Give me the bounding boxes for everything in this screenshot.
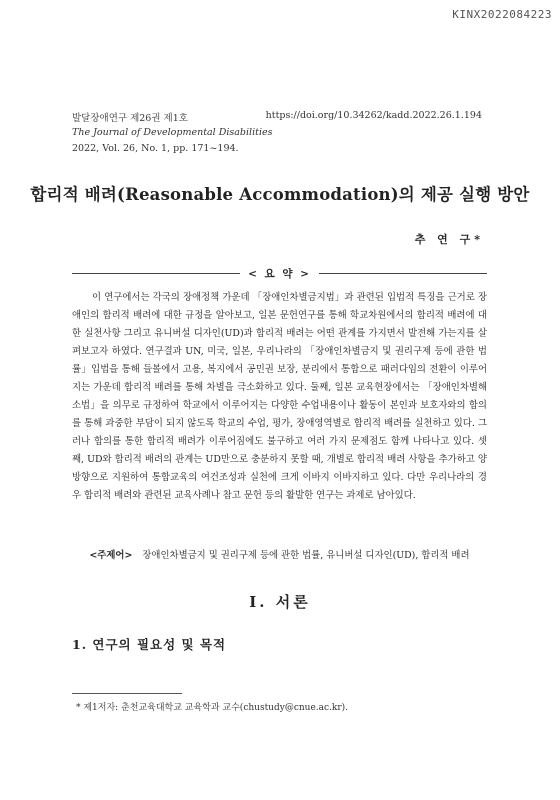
abstract-text: 이 연구에서는 각국의 장애정책 가운데 「장애인차별금지법」과 관련된 입법적 특징을 근거로 장애인의 합리적 배려에 대한 규정을 알아보고, 일본 문헌연구를 통해 학교차원에서의 합리적 배려에 대한 실천사항 그리고 유니버설 디자인(UD)과 합리적 배려는 어떤 관계를 가지면서 발전해 가는지를 살펴보고자 하였다. 연구결과 UN, 미국, 일본, 우리나라의 「장애인차별금지 및 권리구제 등에 관한 법률」입법을 통해 들볼에서 고용, 복지에서 공민권 보장, 분리에서 통합으로 패러다임의 전환이 이루어지는 가운데 합리적 배려를 통해 차별을 극소화하고 있다. 둘째, 일본 교육현장에서는 「장애인차별해소법」을 의무로 규정하여 학교에서 이루어지는 다양한 수업내용이나 활동이 본인과 보호자와의 합의를 통해 과중한 부담이 되지 않도록 학교의 수업, 평가, 장애영역별로 합리적 배려를 실천하고 있다. 그러나 합의를 통한 합리적 배려가 이루어짐에도 불구하고 여러 가지 문제점도 함께 나타나고 있다. 셋째, UD와 합리적 배려의 관계는 UD만으로 충분하지 못할 때, 개별로 합리적 배려 사항을 추가하고 양방향으로 지원하여 통합교육의 여건조성과 실천에 크게 이바지 이바지하고 있다. 다만 우리나라의 경우 합리적 배려와 관련된 교육사례나 참고 문헌 등의 활발한 연구는 과제로 남아있다. [72,292,487,501]
footnote: * 제1저자: 춘천교육대학교 교육학과 교수(chustudy@cnue.ac.kr). [76,703,349,713]
abstract-body [72,289,487,505]
journal-citation: 2022, Vol. 26, No. 1, pp. 171~194. [72,143,239,154]
subsection-heading: 1. 연구의 필요성 및 목적 [72,637,227,652]
section-heading: Ⅰ. 서론 [249,593,311,611]
abstract-heading [72,266,487,280]
keywords [72,547,487,561]
abstract-heading-label: < 요 약 > [248,268,311,280]
paper-title: 합리적 배려(Reasonable Accommodation)의 제공 실행 방안 [30,185,530,204]
footnote-rule [72,693,182,694]
journal-english-name: The Journal of Developmental Disabilities [72,127,273,138]
journal-korean-name: 발달장애연구 제26권 제1호 [72,113,188,124]
document-id: KINX2022084223 [452,8,552,21]
keywords-label: <주제어> [89,550,133,561]
keywords-text: 장애인차별금지 및 권리구제 등에 관한 법률, 유니버설 디자인(UD), 합리적 배려 [142,550,470,561]
doi-link[interactable]: https://doi.org/10.34262/kadd.2022.26.1.194 [265,110,482,121]
author-name: 추 연 구* [414,233,484,246]
